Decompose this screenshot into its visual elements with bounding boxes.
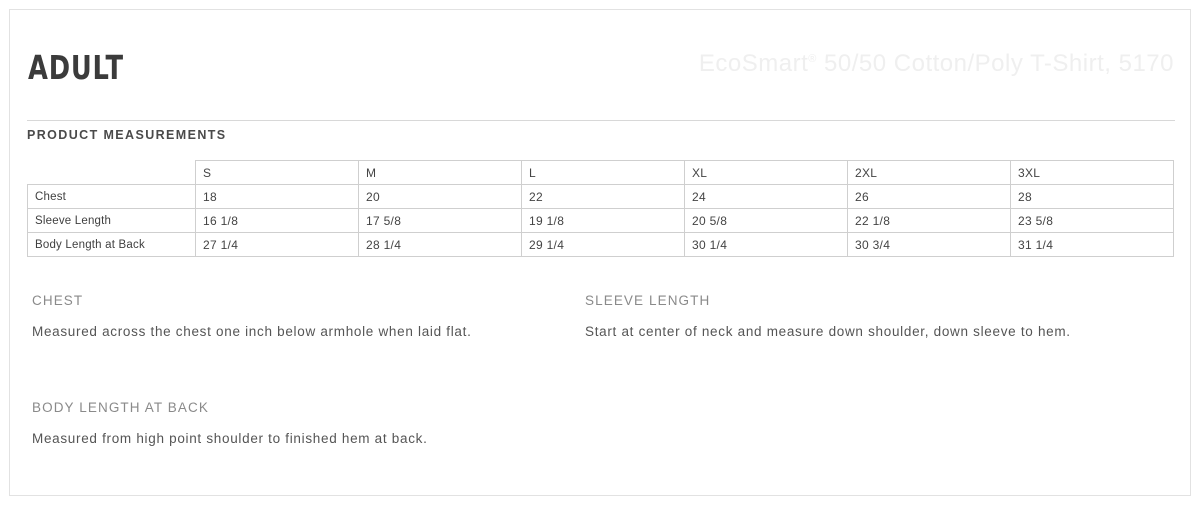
cell-sleeve-m: 17 5/8 xyxy=(359,209,522,233)
cell-sleeve-2xl: 22 1/8 xyxy=(848,209,1011,233)
page-title: ADULT xyxy=(28,48,124,87)
table-corner-cell xyxy=(28,161,196,185)
cell-body-l: 29 1/4 xyxy=(522,233,685,257)
cell-body-3xl: 31 1/4 xyxy=(1011,233,1174,257)
definition-chest xyxy=(32,293,552,343)
column-header-xl: XL xyxy=(685,161,848,185)
card-header xyxy=(10,10,1190,92)
row-label-sleeve-length: Sleeve Length xyxy=(28,209,196,233)
table-row xyxy=(28,233,1174,257)
table-row xyxy=(28,185,1174,209)
column-header-3xl: 3XL xyxy=(1011,161,1174,185)
column-header-m: M xyxy=(359,161,522,185)
column-header-2xl: 2XL xyxy=(848,161,1011,185)
cell-chest-m: 20 xyxy=(359,185,522,209)
cell-sleeve-l: 19 1/8 xyxy=(522,209,685,233)
cell-body-m: 28 1/4 xyxy=(359,233,522,257)
cell-chest-s: 18 xyxy=(196,185,359,209)
measurements-table xyxy=(27,160,1174,257)
definition-title: SLEEVE LENGTH xyxy=(585,293,711,308)
watermark-suffix: 50/50 Cotton/Poly T-Shirt, 5170 xyxy=(816,50,1174,77)
definition-title: BODY LENGTH AT BACK xyxy=(32,400,209,415)
cell-sleeve-xl: 20 5/8 xyxy=(685,209,848,233)
table-row xyxy=(28,209,1174,233)
cell-sleeve-3xl: 23 5/8 xyxy=(1011,209,1174,233)
cell-chest-xl: 24 xyxy=(685,185,848,209)
cell-chest-l: 22 xyxy=(522,185,685,209)
cell-body-2xl: 30 3/4 xyxy=(848,233,1011,257)
cell-chest-3xl: 28 xyxy=(1011,185,1174,209)
definition-body: Measured across the chest one inch below armhole when laid flat. xyxy=(32,324,472,339)
watermark-prefix: EcoSmart xyxy=(698,50,809,77)
registered-mark-icon: ® xyxy=(808,53,817,65)
column-header-s: S xyxy=(196,161,359,185)
row-label-body-length-at-back: Body Length at Back xyxy=(28,233,196,257)
definition-title: CHEST xyxy=(32,293,84,308)
definition-body-length-at-back xyxy=(32,400,552,450)
size-chart-card xyxy=(9,9,1191,496)
definition-body: Measured from high point shoulder to finished hem at back. xyxy=(32,431,428,446)
definition-body: Start at center of neck and measure down shoulder, down sleeve to hem. xyxy=(585,324,1071,339)
cell-body-xl: 30 1/4 xyxy=(685,233,848,257)
cell-chest-2xl: 26 xyxy=(848,185,1011,209)
column-header-l: L xyxy=(522,161,685,185)
definition-sleeve-length xyxy=(585,293,1105,343)
row-label-chest: Chest xyxy=(28,185,196,209)
table-header-row xyxy=(28,161,1174,185)
header-divider xyxy=(27,120,1175,121)
cell-body-s: 27 1/4 xyxy=(196,233,359,257)
section-heading: PRODUCT MEASUREMENTS xyxy=(27,128,227,142)
cell-sleeve-s: 16 1/8 xyxy=(196,209,359,233)
product-watermark-title xyxy=(699,50,1174,78)
